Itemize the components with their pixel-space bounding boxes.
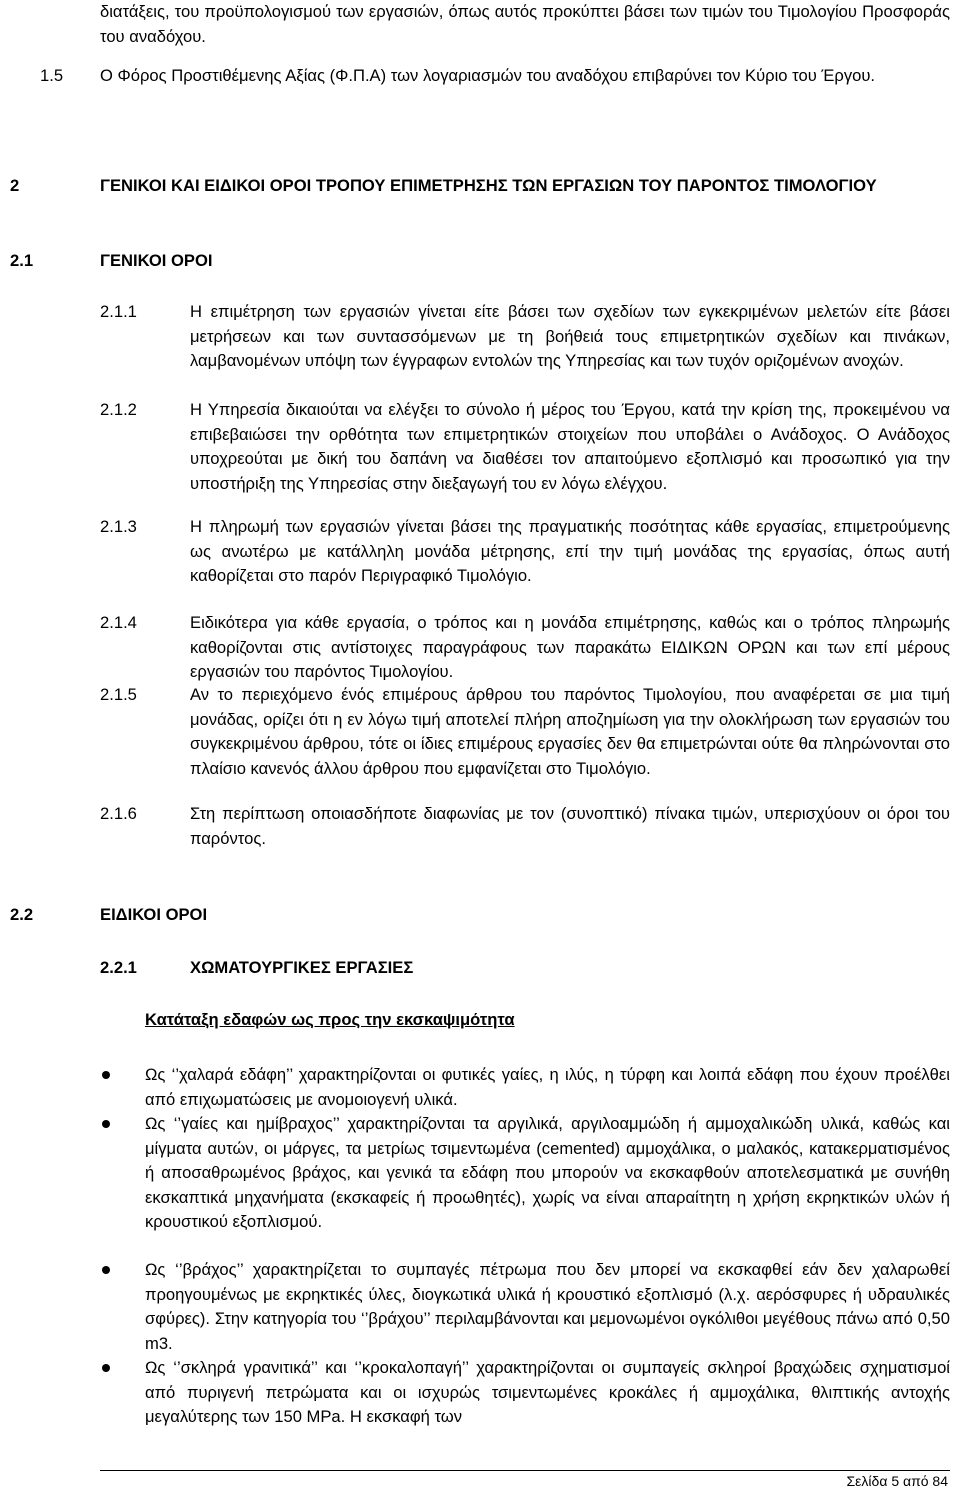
bullet-item: Ως ‘’σκληρά γρανιτικά’’ και ‘’κροκαλοπαγή’’ χαρακτηρίζονται οι συμπαγείς σκληροί βραχώδεις σχηματισμοί από πυριγενή πετρώματα και οι ισχυρώς τσιμεντωμένες κροκάλες ή αμμοχάλικα, θλιπτικής αντοχής μεγαλύτερης των 150 MPa. Η εκσκαφή των (145, 1358, 950, 1426)
page-number: Σελίδα 5 από 84 (846, 1473, 948, 1489)
section-number: 2.2 (10, 905, 34, 924)
item-number: 2.1.5 (100, 685, 137, 704)
section-number: 2.1 (10, 251, 34, 270)
section-number: 2 (10, 176, 20, 195)
bullet-item: Ως ‘’βράχος’’ χαρακτηρίζεται το συμπαγές πέτρωμα που δεν μπορεί να εκσκαφθεί εάν δεν χαλαρωθεί προηγουμένως με εκρηκτικές ύλες, διογκωτικά υλικά ή κρουστικό εξοπλισμό (λ.χ. αερόσφυρες ή υδραυλικές σφύρες). Στην κατηγορία του ‘’βράχου’’ περιλαμβάνονται και μεμονωμένοι ογκόλιθοι μεγέθους πάνω από 0,50 m3. (145, 1260, 950, 1353)
item-1-5-text: Ο Φόρος Προστιθέμενης Αξίας (Φ.Π.Α) των λογαριασμών του αναδόχου επιβαρύνει τον Κύριο του Έργου. (100, 66, 876, 85)
item-number: 2.1.4 (100, 613, 137, 632)
section-2-title: ΓΕΝΙΚΟΙ ΚΑΙ ΕΙΔΙΚΟΙ ΟΡΟΙ ΤΡΟΠΟΥ ΕΠΙΜΕΤΡΗΣΗΣ ΤΩΝ ΕΡΓΑΣΙΩΝ ΤΟΥ ΠΑΡΟΝΤΟΣ ΤΙΜΟΛΟΓΙΟΥ (100, 176, 877, 195)
intro-paragraph: διατάξεις, του προϋπολογισμού των εργασιών, όπως αυτός προκύπτει βάσει των τιμών του Τιμολογίου Προσφοράς του αναδόχου. (100, 2, 950, 46)
item-text: Η Υπηρεσία δικαιούται να ελέγξει το σύνολο ή μέρος του Έργου, κατά την κρίση της, προκειμένου να επιβεβαιώσει την ορθότητα των επιμετρητικών στοιχείων που υποβάλει ο Ανάδοχος. Ο Ανάδοχος υποχρεούται με δική του δαπάνη να διαθέσει τον απαιτούμενο εξοπλισμό και προσωπικό για την υποστήριξη της Υπηρεσίας στην διεξαγωγή του εν λόγω ελέγχου. (190, 400, 950, 493)
bullet-item: Ως ‘’γαίες και ημίβραχος’’ χαρακτηρίζονται τα αργιλικά, αργιλοαμμώδη ή αμμοχαλικώδη υλικά, καθώς και μίγματα αυτών, οι μάργες, τα μετρίως τσιμεντωμένα (cemented) αμμοχάλικα, ο μαλακός, κατακερματισμένος ή αποσαθρωμένος βράχος, και γενικά τα εδάφη που μπορούν να εκσκαφθούν αποτελεσματικά με συνήθη εκσκαπτικά μηχανήματα (εκσκαφείς ή προωθητές), χωρίς να είναι απαραίτητη η χρήση εκρηκτικών υλών ή κρουστικού εξοπλισμού. (145, 1114, 950, 1231)
subsection-title: ΧΩΜΑΤΟΥΡΓΙΚΕΣ ΕΡΓΑΣΙΕΣ (190, 958, 414, 977)
bullet-dot (102, 1266, 110, 1274)
item-text: Η πληρωμή των εργασιών γίνεται βάσει της πραγματικής ποσότητας κάθε εργασίας, επιμετρούμενης ως ανωτέρω με κατάλληλη μονάδα μέτρησης, επί την τιμή μονάδας της εργασίας, όπως αυτή καθορίζεται στο παρόν Περιγραφικό Τιμολόγιο. (190, 517, 950, 585)
item-text: Ειδικότερα για κάθε εργασία, ο τρόπος και η μονάδα επιμέτρησης, καθώς και ο τρόπος πληρωμής καθορίζονται στις αντίστοιχες παραγράφους των παρακάτω ΕΙΔΙΚΩΝ ΟΡΩΝ και των επί μέρους εργασιών του παρόντος Τιμολογίου. (190, 613, 950, 681)
bullet-item: Ως ‘’χαλαρά εδάφη’’ χαρακτηρίζονται οι φυτικές γαίες, η ιλύς, η τύρφη και λοιπά εδάφη που έχουν προέλθει από επιχωματώσεις με ανομοιογενή υλικά. (145, 1065, 950, 1109)
item-number: 2.1.2 (100, 400, 137, 419)
item-number: 2.1.6 (100, 804, 137, 823)
item-number: 2.1.3 (100, 517, 137, 536)
subsection-number: 2.2.1 (100, 958, 137, 977)
bullet-dot (102, 1071, 110, 1079)
section-2-1-title: ΓΕΝΙΚΟΙ ΟΡΟΙ (100, 251, 213, 270)
item-text: Η επιμέτρηση των εργασιών γίνεται είτε βάσει των σχεδίων των εγκεκριμένων μελετών είτε βάσει μετρήσεων και των συντασσόμενων με τη βοήθειά τους επιμετρητικών σχεδίων και πινάκων, λαμβανομένων υπόψη των έγγραφων εντολών της Υπηρεσίας και των τυχόν οριζομένων ανοχών. (190, 302, 950, 370)
item-text: Στη περίπτωση οποιασδήποτε διαφωνίας με τον (συνοπτικό) πίνακα τιμών, υπερισχύουν οι όροι του παρόντος. (190, 804, 950, 848)
section-2-2-title: ΕΙΔΙΚΟΙ ΟΡΟΙ (100, 905, 208, 924)
underlined-heading: Κατάταξη εδαφών ως προς την εκσκαψιμότητα (145, 1010, 515, 1029)
item-number: 1.5 (40, 66, 64, 85)
bullet-dot (102, 1364, 110, 1372)
item-number: 2.1.1 (100, 302, 137, 321)
item-text: Αν το περιεχόμενο ένός επιμέρους άρθρου του παρόντος Τιμολογίου, που αναφέρεται σε μια τιμή μονάδας, ορίζει ότι η εν λόγω τιμή αποτελεί πλήρη αποζημίωση για την ολοκλήρωση των εργασιών του συγκεκριμένου άρθρου, τότε οι ίδιες επιμέρους εργασίες δεν θα επιμετρώνται ούτε θα πληρώνονται στο πλαίσιο κανενός άλλου άρθρου που εμφανίζεται στο Τιμολόγιο. (190, 685, 950, 778)
footer-divider (100, 1470, 950, 1471)
bullet-dot (102, 1120, 110, 1128)
